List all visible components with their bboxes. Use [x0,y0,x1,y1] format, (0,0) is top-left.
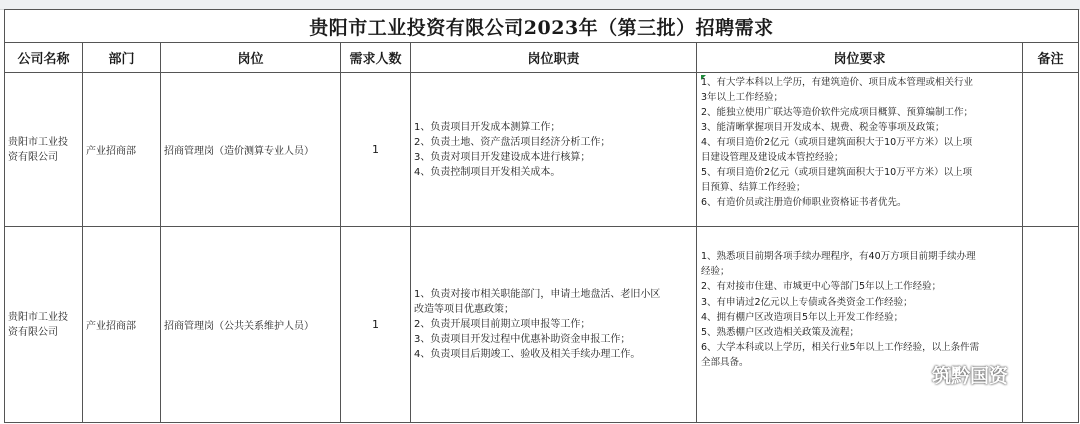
page-title: 贵阳市工业投资有限公司2023年（第三批）招聘需求 [5,10,1079,43]
watermark-text: 筑黔国资 [932,365,1009,387]
header-count: 需求人数 [341,43,411,73]
requirements-cell: 1、有大学本科以上学历，有建筑造价、项目成本管理或相关行业 3年以上工作经验； 2、能独立使用广联达等造价软件完成项目概算、预算编制工作； 3、能清晰掌握项目开发成本、规费、税金等事项及政策； 4、有项目造价2亿元（或项目建筑面积大于10万平方米）以上项 目建设管理及建设成本管控经验； 5、有项目造价2亿元（或项目建筑面积大于10万平方米）以上项 目预算、结算工作经验； 6、有造价员或注册造价师职业资格证书者优先。 [697,73,1023,227]
remarks-cell [1023,227,1079,423]
header-duties: 岗位职责 [411,43,697,73]
duties-cell: 1、负责对接市相关职能部门，申请土地盘活、老旧小区 改造等项目优惠政策； 2、负责开展项目前期立项申报等工作； 3、负责项目开发过程中优惠补助资金申报工作； 4、负责项目后期竣工、验收及相关手续办理工作。 [411,227,697,423]
count-cell: 1 [341,227,411,423]
department-cell: 产业招商部 [83,73,161,227]
header-requirements: 岗位要求 [697,43,1023,73]
header-position: 岗位 [161,43,341,73]
department-cell: 产业招商部 [83,227,161,423]
position-cell: 招商管理岗（公共关系维护人员） [161,227,341,423]
duties-cell: 1、负责项目开发成本测算工作； 2、负责土地、资产盘活项目经济分析工作； 3、负责对项目开发建设成本进行核算； 4、负责控制项目开发相关成本。 [411,73,697,227]
header-row [5,43,1079,73]
watermark [900,361,1008,388]
table-row [5,73,1079,227]
chat-bubble-icon [900,364,926,386]
count-cell: 1 [341,73,411,227]
requirements-cell: 1、熟悉项目前期各项手续办理程序，有40万方项目前期手续办理 经验； 2、有对接市住建、市城更中心等部门5年以上工作经验； 3、有申请过2亿元以上专债或各类资金工作经验； 4、拥有棚户区改造项目5年以上开发工作经验； 5、熟悉棚户区改造相关政策及流程； 6、大学本科或以上学历，相关行业5年以上工作经验，以上条件需 全部具备。 [697,227,1023,423]
header-remarks: 备注 [1023,43,1079,73]
remarks-cell [1023,73,1079,227]
cell-comment-indicator [701,75,706,80]
position-cell: 招商管理岗（造价测算专业人员） [161,73,341,227]
header-department: 部门 [83,43,161,73]
header-company: 公司名称 [5,43,83,73]
company-cell: 贵阳市工业投 资有限公司 [5,73,83,227]
company-cell: 贵阳市工业投 资有限公司 [5,227,83,423]
table-row [5,227,1079,423]
